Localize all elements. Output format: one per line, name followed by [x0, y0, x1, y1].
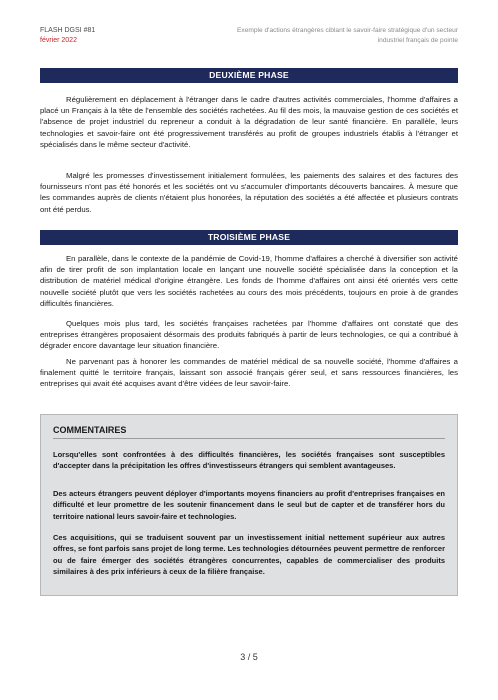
paragraph: Quelques mois plus tard, les sociétés françaises rachetées par l'homme d'affaires ont constaté que des entreprises étrangères proposaient désormais des produits fabriqués à partir de leurs technologies, ce qui a contribué à dégrader encore davantage leur situation financière. [40, 319, 458, 351]
document-subject: Exemple d'actions étrangères ciblant le savoir-faire stratégique d'un secteur industriel français de pointe [237, 27, 458, 44]
header-left [40, 26, 95, 46]
publication-title: FLASH DGSI #81 [40, 27, 96, 34]
comment-paragraph: Ces acquisitions, qui se traduisent souvent par un investissement initial nettement supérieur aux autres offres, se font parfois sans projet de long terme. Les technologies détournées peuvent permettre de renforcer ou de faire émerger des sociétés étrangères concurrentes, capables de commercialiser des produits similaires à des prix inférieurs à ceux de la filière française. [53, 533, 445, 576]
publication-date: février 2022 [40, 37, 77, 44]
comment-paragraph: Lorsqu'elles sont confrontées à des difficultés financières, les sociétés françaises sont susceptibles d'accepter dans la précipitation les offres d'investisseurs étrangers qui semblent avantageuses. [53, 450, 445, 471]
page-header [40, 26, 458, 50]
paragraph: Régulièrement en déplacement à l'étranger dans le cadre d'autres activités commerciales, l'homme d'affaires a placé un Français à la tête de l'ensemble des sociétés rachetées. Au fil des mois, la mauvaise gestion de ces sociétés et l'absence de projet industriel du repreneur a conduit à la dégradation de leur santé financière. En parallèle, leurs technologies et savoir-faire ont été progressivement transférés au profit de groupes industriels établis à l'étranger et spécialisés dans le même secteur d'activité. [40, 95, 458, 149]
section-title-phase-3: TROISIÈME PHASE [40, 230, 458, 245]
comments-box [40, 414, 458, 596]
section-title-phase-2: DEUXIÈME PHASE [40, 68, 458, 83]
comment-paragraph: Des acteurs étrangers peuvent déployer d'importants moyens financiers au profit d'entreprises françaises en difficulté et leur promettre de les soutenir financement dans le seul but de capter et de transférer hors du territoire national leurs savoir-faire et technologies. [53, 489, 445, 521]
paragraph: En parallèle, dans le contexte de la pandémie de Covid-19, l'homme d'affaires a cherché à diversifier son activité afin de tirer profit de son implantation locale en lançant une nouvelle société spécialisée dans la conception et la distribution de matériel médical d'origine étrangère. Les fonds de l'homme d'affaires ont ainsi été orientés vers cette nouvelle société plutôt que vers les sociétés rachetées au cours des mois précédents, toujours en proie à de grandes difficultés financières. [40, 254, 458, 308]
paragraph: Ne parvenant pas à honorer les commandes de matériel médical de sa nouvelle société, l'homme d'affaires a finalement quitté le territoire français, laissant son associé français gérer seul, et sans ressources financières, les entreprises qui avait été acquises avant d'être vidées de leur savoir-faire. [40, 357, 458, 389]
paragraph: Malgré les promesses d'investissement initialement formulées, les paiements des salaires et des factures des fournisseurs n'ont pas été honorés et les sociétés ont vu s'accumuler d'importants découverts bancaires. À mesure que les commandes auprès de clients n'étaient plus honorées, la réputation des sociétés a été affectée et plusieurs contrats ont été perdus. [40, 171, 458, 214]
comments-title: COMMENTAIRES [53, 423, 445, 439]
page-number: 3 / 5 [240, 652, 258, 662]
